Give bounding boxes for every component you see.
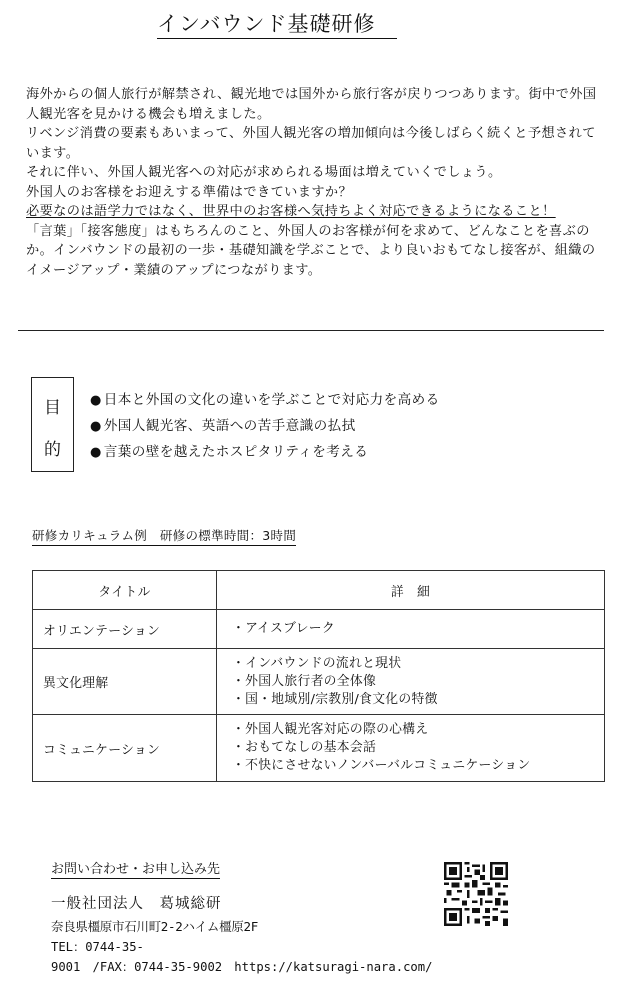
purpose-item bbox=[90, 441, 440, 467]
column-header-detail: 詳 細 bbox=[217, 571, 605, 610]
qr-code-icon[interactable] bbox=[444, 862, 508, 926]
detail-line: ・不快にさせないノンバーバルコミュニケーション bbox=[232, 758, 531, 773]
intro-paragraph: リベンジ消費の要素もあいまって、外国人観光客の増加傾向は今後しばらく続くと予想されています。 bbox=[26, 126, 596, 161]
column-header-title: タイトル bbox=[33, 571, 217, 610]
contact-heading: お問い合わせ・お申し込み先 bbox=[51, 858, 220, 879]
contact-details bbox=[51, 937, 501, 977]
row-title: コミュニケーション bbox=[33, 715, 217, 782]
detail-line: ・外国人観光客対応の際の心構え bbox=[232, 722, 429, 737]
intro-paragraph: 外国人のお客様をお迎えする準備はできていますか？ bbox=[26, 184, 353, 200]
row-details bbox=[217, 610, 605, 649]
section-divider bbox=[18, 330, 604, 331]
row-title: 異文化理解 bbox=[33, 649, 217, 715]
detail-line: ・外国人旅行者の全体像 bbox=[232, 673, 377, 689]
table-row bbox=[33, 715, 605, 782]
curriculum-table bbox=[32, 570, 605, 782]
page-title: インバウンド基礎研修 bbox=[157, 11, 397, 39]
intro-paragraph: 海外からの個人旅行が解禁され、観光地では国外から旅行客が戻りつつあります。街中で外国人観光客を見かける機会も増えました。 bbox=[26, 87, 597, 122]
purpose-list bbox=[90, 389, 440, 467]
intro-text bbox=[26, 85, 601, 280]
bullet-icon: ● bbox=[90, 445, 102, 460]
row-details bbox=[217, 649, 605, 715]
purpose-label-char: 目 bbox=[44, 398, 61, 418]
purpose-item bbox=[90, 389, 440, 415]
intro-paragraph: それに伴い、外国人観光客への対応が求められる場面は増えていくでしょう。 bbox=[26, 165, 502, 180]
intro-paragraph-underlined: 必要なのは語学力ではなく、世界中のお客様へ気持ちよく対応できるようになること！ bbox=[26, 204, 556, 219]
bullet-icon: ● bbox=[90, 393, 102, 408]
table-row bbox=[33, 649, 605, 715]
detail-line: ・おもてなしの基本会話 bbox=[232, 740, 377, 755]
row-details bbox=[217, 715, 605, 782]
purpose-label-char: 的 bbox=[44, 440, 61, 460]
contact-line: TEL：0744-35- bbox=[51, 940, 144, 954]
purpose-item bbox=[90, 415, 440, 441]
purpose-item-text: 外国人観光客、英語への苦手意識の払拭 bbox=[103, 418, 356, 434]
detail-line: ・インバウンドの流れと現状 bbox=[232, 655, 402, 671]
bullet-icon: ● bbox=[90, 419, 102, 434]
contact-line: 9001 /FAX：0744-35-9002 https://katsuragi-nara.com/ bbox=[51, 960, 433, 974]
detail-line: ・アイスブレーク bbox=[232, 621, 335, 636]
intro-paragraph: 「言葉」「接客態度」はもちろんのこと、外国人のお客様が何を求めて、どんなことを喜ぶのか。インバウンドの最初の一歩・基礎知識を学ぶことで、より良いおもてなし接客が、組織のイメージアップ・業績のアップにつながります。 bbox=[26, 223, 596, 278]
purpose-label-box bbox=[31, 377, 74, 472]
organization-name: 一般社団法人 葛城総研 bbox=[51, 896, 222, 912]
detail-line: ・国・地域別/宗教別/食文化の特徴 bbox=[232, 691, 438, 707]
purpose-item-text: 日本と外国の文化の違いを学ぶことで対応力を高める bbox=[103, 392, 440, 408]
purpose-item-text: 言葉の壁を越えたホスピタリティを考える bbox=[103, 444, 369, 460]
curriculum-heading: 研修カリキュラム例 研修の標準時間：3時間 bbox=[32, 526, 296, 546]
table-header-row bbox=[33, 571, 605, 610]
address: 奈良県橿原市石川町2-2ハイム橿原2F bbox=[51, 919, 258, 934]
table-row bbox=[33, 610, 605, 649]
row-title: オリエンテーション bbox=[33, 610, 217, 649]
